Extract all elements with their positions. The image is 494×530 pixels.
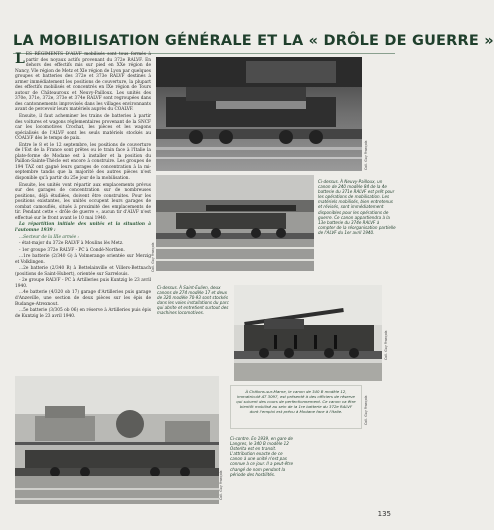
photo-credit: Coll. Guy François: [151, 242, 155, 272]
page-title: LA MOBILISATION GÉNÉRALE ET LA « DRÔLE DE GUERRE »: [13, 33, 494, 49]
photo-gun-neuvy: [156, 175, 314, 271]
photo-gun-chalons: [234, 285, 382, 381]
list-item: ...5e batterie (3/305 ob 06) en réserve à Artilleries puis épis de Kuntzig le 23 avril 1940.: [15, 308, 151, 319]
paragraph: Ensuite, il faut acheminer les trains de batteries à partir des voitures et wagons réglementaires provenant de la SNCF car les locomotives Crochat, les pièces et les wagons spécialisés de l'ALVF sont les seuls matériels stockés au COALVF dès le temps de paix.: [15, 114, 151, 142]
photo-credit: Coll. Guy François: [219, 470, 223, 500]
photo-railway-gun-depot: [156, 57, 362, 171]
list-item: - 2e groupe RALVF - PC à Artilleries puis Kuntzig le 23 avril 1940.: [15, 278, 151, 289]
caption-langres: Ci-contre. En 1939, en gare de Langres, le 340 B modèle 12 Osterita est en transit. L'attribution exacte de ce canon à une unité n'est pas connue à ce jour. Il a peut-être changé de nom pendant la période des hostilités.: [230, 436, 293, 477]
list-item: - état-major du 372e RALVF à Moulins lès Metz.: [19, 241, 124, 247]
list-item: ...2e batterie (2/340 R) à Bettelainville et Villers-Bettnach (positions de Saint-Hubert), orientée sur Sarrelouis.: [15, 266, 151, 277]
list-item: - 1er groupe 372e RALVF - PC à Condé-Northen.: [19, 247, 125, 253]
paragraph: Ensuite, les unités vont répartir aux emplacements prévus sur des garages de concentration sur de nombreuses positions, déjà étudiées, doivent être construites. Pour les positions existantes, les unités occupent leurs garages de combat camouflés, situés à proximité des emplacements de tir. Pendant cette « drôle de guerre », aucun tir d'ALVF n'est effectué sur le front avant le 10 mai 1940.: [15, 182, 151, 221]
paragraph: ES RÉGIMENTS D'ALVF mobilisés sont tous formés à partir des noyaux actifs provenant du 372e RALVF. En dehors des effectifs mis sur pied en XXe région de Nancy, VIe région de Metz et XIe région de Lyon par quelques groupes et batteries des 372e et 373e RALVF destinés à armer immédiatement les positions de couverture, la plupart des effectifs mobilisés et concentrés en IXe région de Tours autour de Châteauroux et Neuvy-Pailloux. Les unités des 370e, 371e, 372e, 373e et 374e RALVF sont regroupées dans des cantonnements improvisés dans les villages environnants avant de percevoir leurs matériels auprès du COALVF.: [15, 52, 151, 113]
photo-credit: Coll. Guy François: [364, 395, 368, 425]
article-body: [15, 52, 151, 320]
list-item: ...4e batterie (4/320 ob 17) garage d'Artilleries puis garage d'Anzeville, une section de deux pièces sur les épis de Budange-Atrexnout.: [15, 290, 151, 307]
caption-chalons: À Châlons-sur-Marne, le canon de 340 B modèle 12, immatriculé AT 3097, est présenté à des officiers de réserve qui suivent des cours de perfectionnement. Ce canon va être bientôt mobilisé au sein de la 1re batterie du 372e RALVF dont l'emploi est prévu à Modane face à l'Italie.: [236, 389, 356, 414]
paragraph: Entre le 8 et le 12 septembre, les positions de couverture de l'Est de la France sont prêtes ou le train face à l'Italie la plate-forme de Modane est à installer et la position du Paillon-Sainte-Thècle est encore à construire. Les groupes de 194 TAZ ont gagné leurs garages de concentration à la mi-septembre tandis que la majorité des autres pièces n'est disponible qu'à partir du 25e jour de la mobilisation.: [15, 142, 151, 182]
section-heading: La répartition initiale des unités et la situation à l'automne 1939 :: [15, 222, 151, 233]
caption-saint-eulien: Ci-dessus. À Saint-Eulien, deux canons de 274 modèle 17 et deux de 320 modèle 70-93 sont stockés dans les voies installations du parc qui abrite et entretient surtout des machines locomotives.: [157, 285, 229, 316]
caption-neuvy: Ci-dessus. À Neuvy-Pailloux, un canon de 240 modèle 84 de la 4e batterie du 371e RALVF est prêt pour les opérations de mobilisation. Les matériels mobilisés, bien entretenus et révisés, sont immédiatement disponibles pour les opérations de guerre. Ce canon appartiendra à la 13e batterie du 374e RALVF à compter de la réorganisation partielle de l'ALVF du 1er avril 1940.: [318, 179, 396, 235]
photo-credit: Coll. Guy François: [364, 140, 368, 170]
page-number: 135: [377, 510, 391, 518]
sector-heading: ...Secteur de la IIIe armée :: [19, 234, 79, 240]
caption-box-chalons: [230, 385, 362, 429]
photo-langres-station: [15, 376, 219, 504]
dropcap: L: [15, 51, 25, 67]
list-item: ...1re batterie (2/340 G) à Volmerange orientée sur Merzig et Volklingen.: [15, 254, 151, 265]
photo-credit: Coll. Guy François: [384, 330, 388, 360]
